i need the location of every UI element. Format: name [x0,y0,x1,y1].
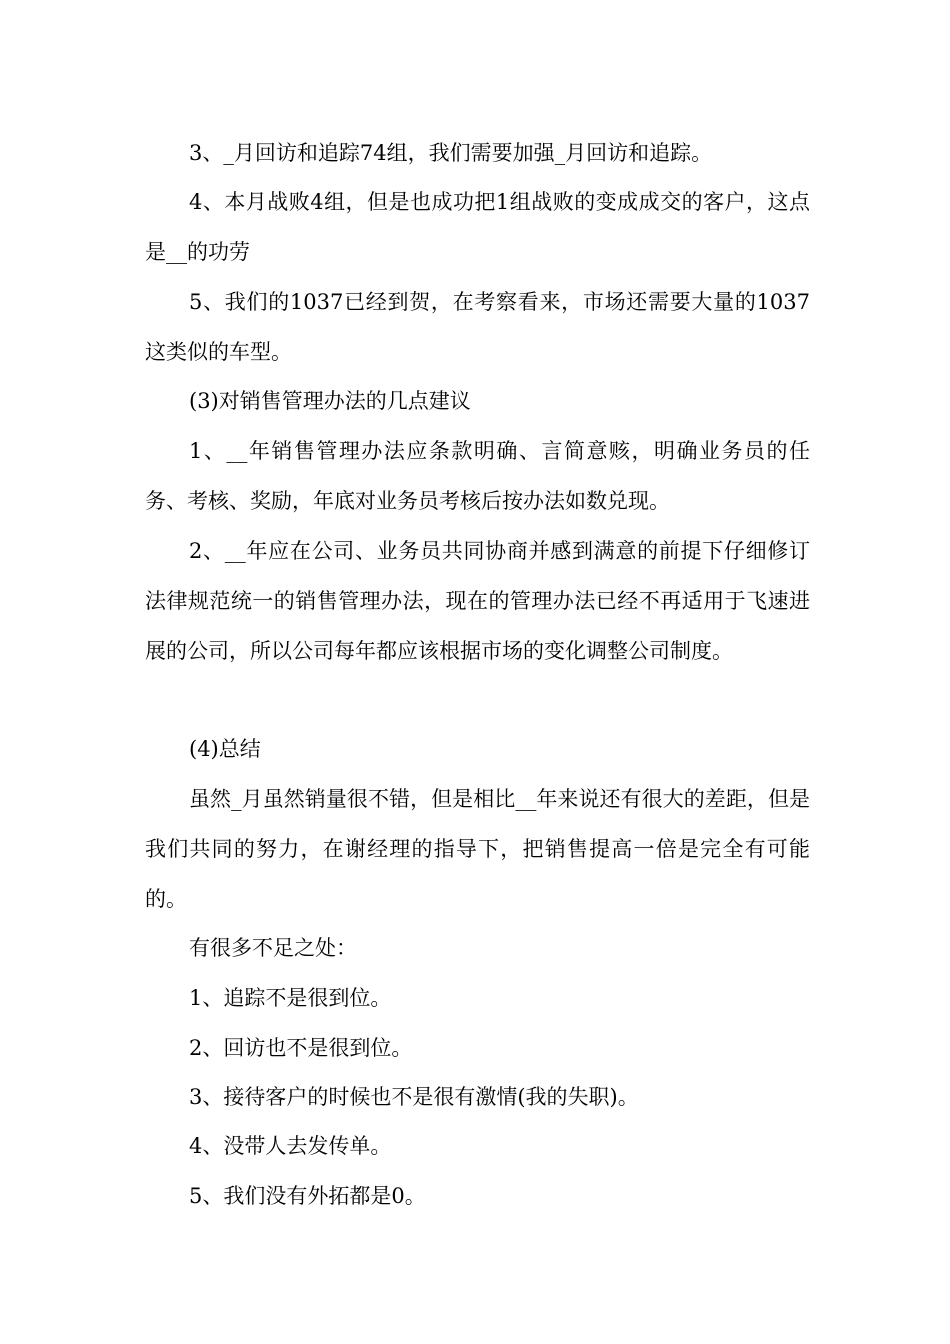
list-item-shortcoming-1: 1、追踪不是很到位。 [189,986,392,1010]
paragraph-shortcomings-intro: 有很多不足之处： [189,936,357,960]
paragraph-suggestion-2: 2、__年应在公司、业务员共同协商并感到满意的前提下仔细修订法律规范统一的销售管理办法，现在的管理办法已经不再适用于飞速进展的公司，所以公司每年都应该根据市场的变化调整公司制度。 [145,539,810,663]
list-item-shortcoming-4: 4、没带人去发传单。 [189,1134,392,1158]
paragraph-summary: 虽然_月虽然销量很不错，但是相比__年来说还有很大的差距，但是我们共同的努力，在谢经理的指导下，把销售提高一倍是完全有可能的。 [145,787,810,911]
paragraph-1037-model: 5、我们的1037已经到贺，在考察看来，市场还需要大量的1037这类似的车型。 [145,290,810,364]
paragraph-followup-count: 3、_月回访和追踪74组，我们需要加强_月回访和追踪。 [189,141,713,165]
paragraph-suggestion-1: 1、__年销售管理办法应条款明确、言简意赅，明确业务员的任务、考核、奖励，年底对业务员考核后按办法如数兑现。 [145,439,810,513]
list-item-shortcoming-5: 5、我们没有外拓都是0。 [189,1184,426,1208]
list-item-shortcoming-3: 3、接待客户的时候也不是很有激情(我的失职)。 [189,1085,639,1109]
list-item-shortcoming-2: 2、回访也不是很到位。 [189,1036,413,1060]
section-heading-suggestions: (3)对销售管理办法的几点建议 [189,389,471,413]
section-heading-summary: (4)总结 [189,737,261,761]
paragraph-defeated-groups: 4、本月战败4组，但是也成功把1组战败的变成成交的客户，这点是__的功劳 [145,190,810,264]
